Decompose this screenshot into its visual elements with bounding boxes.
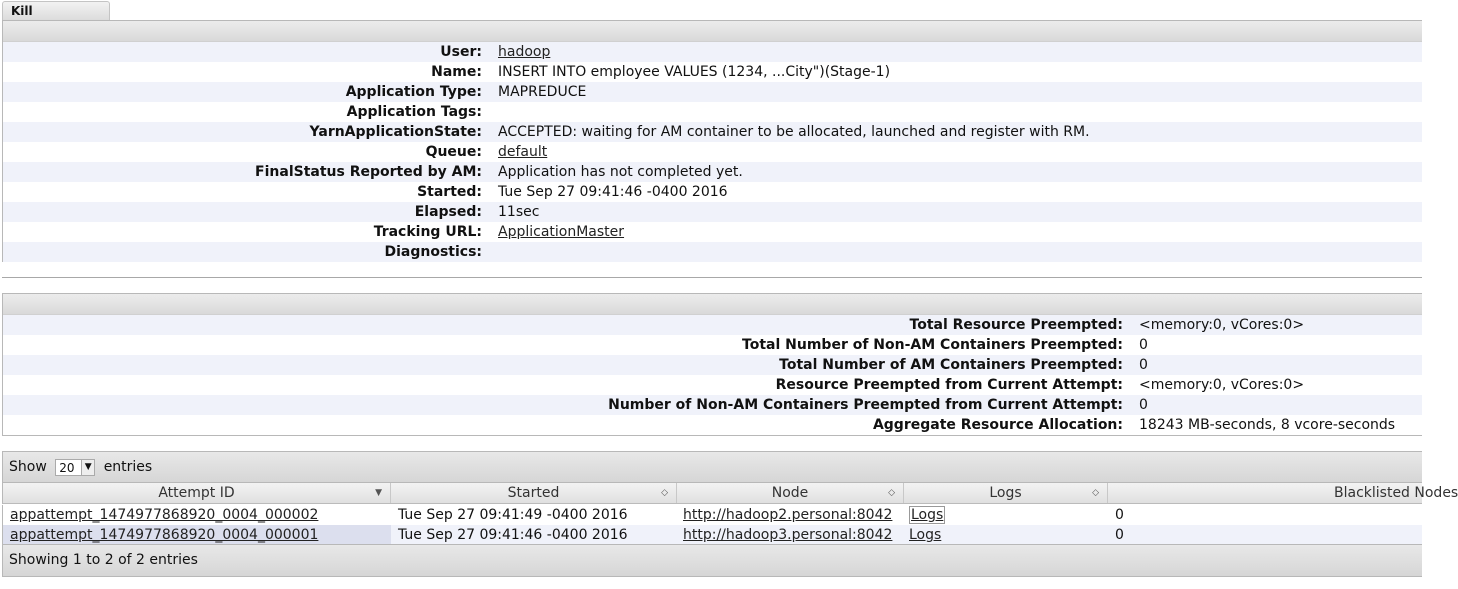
overview-row-diagnostics [3,242,1422,262]
metrics-row-total-resource-preempted [3,315,1422,335]
node-link[interactable]: http://hadoop2.personal:8042 [683,507,893,523]
overview-row-started [3,182,1422,202]
field-label: Elapsed: [414,204,482,220]
application-metrics-panel [2,293,1422,436]
field-value: ACCEPTED: waiting for AM container to be allocated, launched and register with RM. [498,124,1090,140]
page-length-value: 20 [59,460,75,475]
column-label: Logs [989,485,1022,501]
overview-row-elapsed [3,202,1422,222]
queue-link[interactable]: default [498,144,548,160]
table-row [2,505,1422,525]
field-label: Resource Preempted from Current Attempt: [775,377,1123,393]
metrics-row-number-of-non-am-containers-preempted-from-current-attempt [3,395,1422,415]
field-value: 0 [1139,397,1148,413]
started-cell: Tue Sep 27 09:41:46 -0400 2016 [398,527,628,543]
overview-panel-header [3,21,1422,42]
field-label: Aggregate Resource Allocation: [872,417,1123,433]
overview-row-finalstatus-reported-by-am [3,162,1422,182]
blacklisted-nodes-cell: 0 [1115,527,1124,543]
sort-both-icon: ◇ [661,488,668,498]
column-header-started[interactable] [391,483,677,503]
section-divider [2,277,1422,278]
overview-row-queue [3,142,1422,162]
overview-row-application-type [3,82,1422,102]
overview-row-user [3,42,1422,62]
metrics-row-aggregate-resource-allocation [3,415,1422,435]
table-info-bar [2,544,1422,577]
field-label: YarnApplicationState: [309,124,482,140]
field-value [482,242,498,262]
field-label: Diagnostics: [384,244,482,260]
field-label: Application Type: [345,84,482,100]
field-label: Tracking URL: [373,224,482,240]
field-label: Application Tags: [346,104,482,120]
column-label: Node [771,485,809,501]
show-label: Show [9,459,47,475]
field-value: 0 [1139,337,1148,353]
table-info-text: Showing 1 to 2 of 2 entries [9,552,198,568]
field-label: Number of Non-AM Containers Preempted from Current Attempt: [608,397,1123,413]
metrics-panel-header [3,294,1422,315]
logs-link[interactable]: Logs [911,507,944,523]
overview-row-tracking-url [3,222,1422,242]
column-label: Blacklisted Nodes [1334,485,1458,501]
sort-desc-icon: ▼ [375,488,382,498]
field-value: MAPREDUCE [498,84,587,100]
field-value [482,142,547,162]
tracking-url-link[interactable]: ApplicationMaster [498,224,625,240]
blacklisted-nodes-cell: 0 [1115,507,1124,523]
attempts-table-header [2,483,1458,504]
started-cell: Tue Sep 27 09:41:49 -0400 2016 [398,507,628,523]
column-header-node[interactable] [677,483,904,503]
table-length-bar [2,451,1422,483]
column-header-attempt-id[interactable] [3,483,391,503]
metrics-row-total-number-of-non-am-containers-preempted [3,335,1422,355]
sort-both-icon: ◇ [888,488,895,498]
field-value: <memory:0, vCores:0> [1139,377,1305,393]
field-label: Name: [431,64,482,80]
field-value: Application has not completed yet. [498,164,743,180]
sort-both-icon: ◇ [1092,488,1099,498]
field-value: INSERT INTO employee VALUES (1234, ...City")(Stage-1) [498,64,891,80]
attempt-id-link[interactable]: appattempt_1474977868920_0004_000002 [10,507,319,523]
field-value: 0 [1139,357,1148,373]
dropdown-arrow-icon: ▼ [81,460,94,475]
application-overview-panel [2,20,1422,262]
node-link[interactable]: http://hadoop3.personal:8042 [683,527,893,543]
kill-application-button[interactable]: Kill [2,1,110,20]
user-link[interactable]: hadoop [498,44,551,60]
field-label: FinalStatus Reported by AM: [255,164,482,180]
metrics-row-resource-preempted-from-current-attempt [3,375,1422,395]
field-label: User: [440,44,482,60]
column-header-blacklisted-nodes[interactable] [1108,483,1458,503]
column-label: Attempt ID [158,485,235,501]
table-row [2,525,1422,545]
overview-row-name [3,62,1422,82]
attempt-id-link[interactable]: appattempt_1474977868920_0004_000001 [10,527,319,543]
field-value: 11sec [498,204,540,220]
field-label: Total Number of AM Containers Preempted: [779,357,1123,373]
field-label: Queue: [425,144,482,160]
field-label: Total Number of Non-AM Containers Preempted: [742,337,1123,353]
page-length-select[interactable] [55,459,95,476]
logs-link[interactable]: Logs [909,527,942,543]
field-value [482,102,498,122]
entries-label: entries [103,459,153,475]
field-value [482,222,624,242]
field-value: 18243 MB-seconds, 8 vcore-seconds [1139,417,1396,433]
metrics-row-total-number-of-am-containers-preempted [3,355,1422,375]
field-value: <memory:0, vCores:0> [1139,317,1305,333]
overview-row-application-tags [3,102,1422,122]
field-label: Started: [417,184,482,200]
field-value: Tue Sep 27 09:41:46 -0400 2016 [498,184,728,200]
overview-row-yarnapplicationstate [3,122,1422,142]
field-label: Total Resource Preempted: [909,317,1123,333]
field-value [482,42,550,62]
column-label: Started [507,485,560,501]
column-header-logs[interactable] [904,483,1108,503]
